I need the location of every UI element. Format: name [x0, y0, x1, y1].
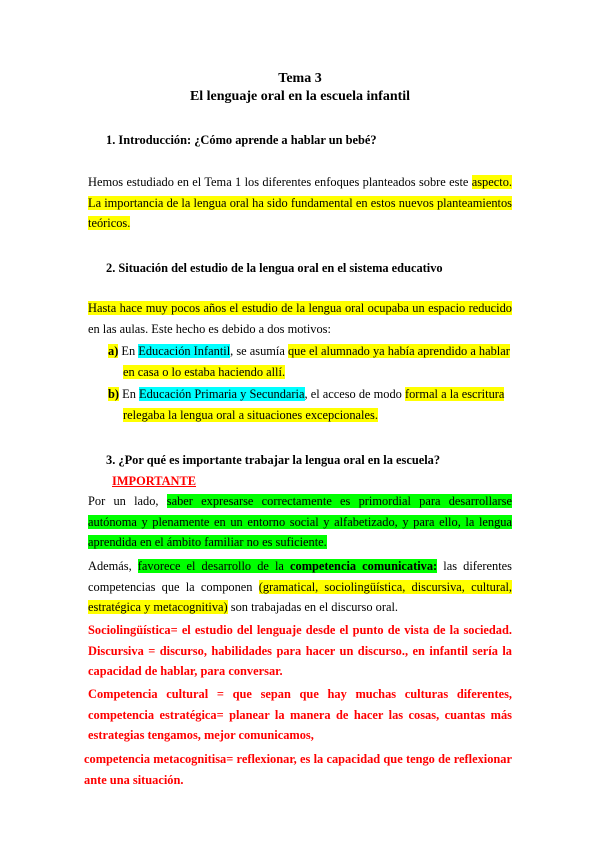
- note-sociolinguistica: Sociolingüística= el estudio del lenguaje desde el punto de vista de la sociedad. Discursiva = discurso, habilidades para hacer un discurso., en infantil sería la capacidad de hablar, para conversar.: [88, 623, 512, 678]
- tema-number: Tema 3: [278, 71, 322, 86]
- item-b-text-3: , el acceso de modo: [304, 387, 405, 401]
- section-2-highlight: Hasta hace muy pocos años el estudio de la lengua oral ocupaba un espacio reducido: [88, 301, 512, 315]
- section-2-paragraph: [88, 298, 512, 339]
- title-block: [0, 70, 600, 106]
- item-b-text-1: En: [119, 387, 139, 401]
- p2-yellow: (gramatical, sociolingüística, discursiva, cultural, estratégica y metacognitiva): [88, 579, 513, 614]
- item-b-cyan: Educación Primaria y Secundaria: [139, 387, 305, 401]
- list-marker-a: a): [108, 344, 119, 358]
- note-metacognitiva: competencia metacognitisa= reflexionar, es la capacidad que tengo de reflexionar ante una situación.: [84, 752, 512, 787]
- section-2-heading: 2. Situación del estudio de la lengua oral en el sistema educativo: [106, 261, 443, 275]
- section-3-paragraph-1: [88, 491, 512, 553]
- p2-green-bold: competencia comunicativa:: [290, 559, 438, 573]
- item-a-cyan: Educación Infantil: [138, 344, 231, 358]
- item-a-text-1: En: [118, 344, 139, 358]
- section-3-heading: [88, 450, 512, 491]
- section-3-title: 3. ¿Por qué es importante trabajar la lengua oral en la escuela?: [106, 453, 441, 467]
- p2-text-b: las diferentes competencias que la componen: [88, 559, 512, 594]
- item-b-highlight: formal a la escritura relegaba la lengua oral a situaciones excepcionales.: [123, 387, 505, 422]
- section-1-paragraph: [88, 172, 512, 234]
- section-3-paragraph-2: [88, 556, 512, 618]
- p1-green-highlight: saber expresarse correctamente es primordial para desarrollarse autónoma y plenamente en un entorno social y alfabetizado, y para ello, la lengua aprendida en el ámbito familiar no es suficiente.: [88, 494, 513, 549]
- p2-green-1: favorece el desarrollo de la: [137, 559, 291, 573]
- list-marker-b: b): [108, 387, 120, 401]
- note-competencia-cultural: Competencia cultural = que sepan que hay muchas culturas diferentes, competencia estratégica= planear la manera de hacer las cosas, cuantas más estrategias tengamos, mejor comunicamos,: [88, 687, 512, 742]
- section-1-highlight: aspecto. La importancia de la lengua oral ha sido fundamental en estos nuevos planteamientos teóricos.: [88, 175, 512, 230]
- p1-text: Por un lado,: [88, 494, 167, 508]
- p2-text-a: Además,: [88, 559, 138, 573]
- section-1-text: Hemos estudiado en el Tema 1 los diferentes enfoques planteados sobre este: [88, 175, 472, 189]
- document-title: El lenguaje oral en la escuela infantil: [189, 89, 411, 104]
- item-a-text-3: , se asumía: [230, 344, 288, 358]
- important-label: IMPORTANTE: [112, 473, 197, 488]
- section-1-heading: 1. Introducción: ¿Cómo aprende a hablar un bebé?: [106, 133, 377, 147]
- list-item-a: [103, 341, 512, 382]
- list-item-b: [103, 384, 512, 425]
- p2-text-c: son trabajadas en el discurso oral.: [227, 600, 399, 614]
- section-2-text: en las aulas. Este hecho es debido a dos motivos:: [88, 321, 331, 336]
- item-a-highlight: que el alumnado ya había aprendido a hablar en casa o lo estaba haciendo allí.: [123, 344, 510, 379]
